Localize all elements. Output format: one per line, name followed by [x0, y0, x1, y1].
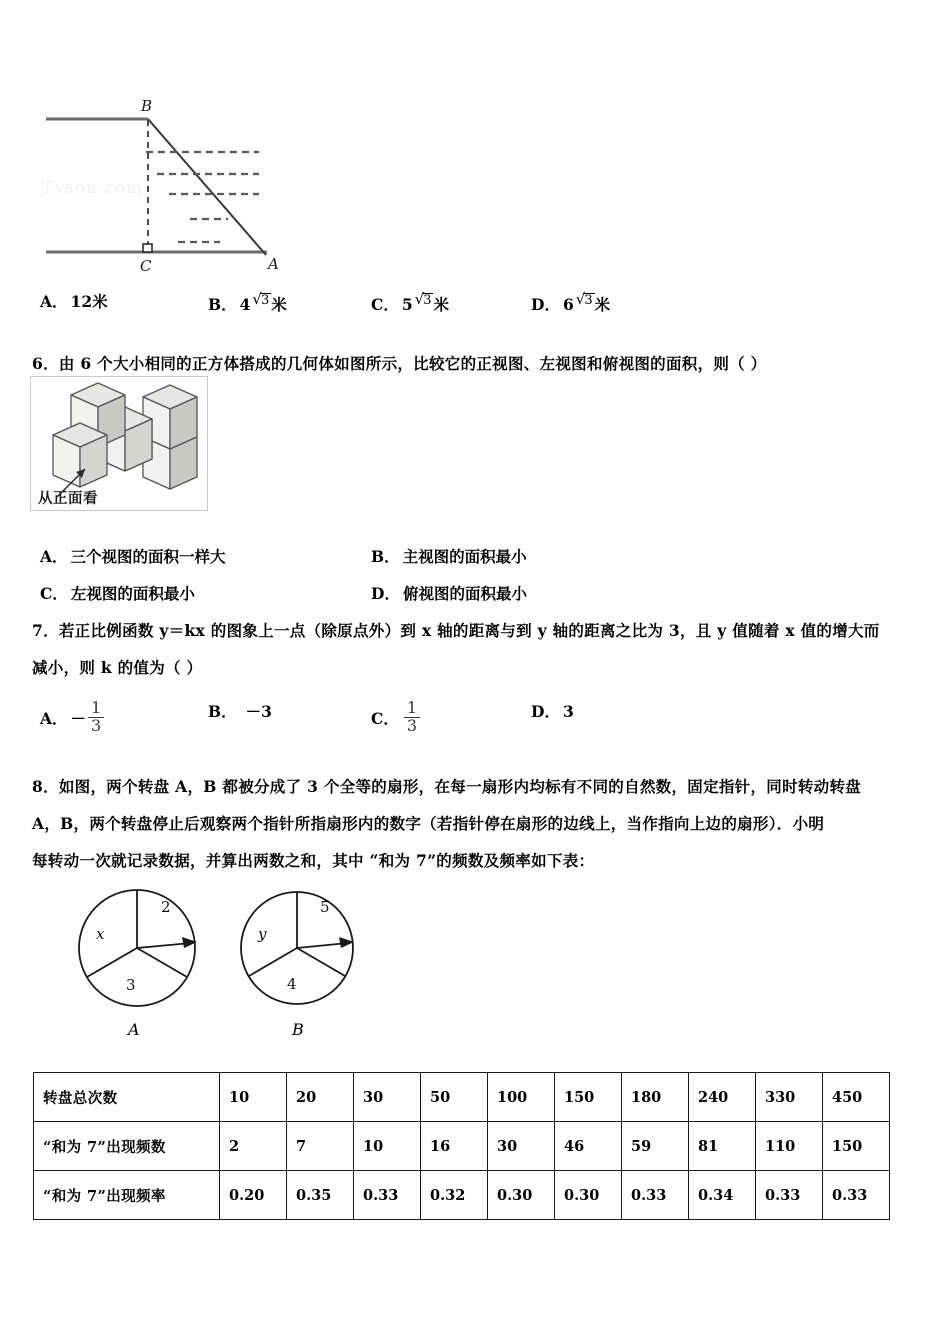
table-row-totals	[34, 1073, 890, 1122]
cell-rate-7: 0.34	[689, 1171, 756, 1220]
spinner-b-sector-y: y	[258, 925, 267, 943]
q6-option-a-label: A．	[40, 547, 68, 566]
q7-option-c[interactable]	[371, 700, 422, 735]
question-7-line-1: 7．若正比例函数 y＝kx 的图象上一点（除原点外）到 x 轴的距离与到 y 轴的距离之比为 3，且 y 值随着 x 值的增大而	[32, 621, 880, 640]
cell-freq-5: 46	[555, 1122, 622, 1171]
row-header-total: 转盘总次数	[34, 1073, 220, 1122]
q7-option-d-value: 3	[562, 702, 574, 721]
cell-freq-0: 2	[220, 1122, 287, 1171]
q5-option-c-unit: 米	[433, 295, 449, 314]
q5-option-d-radicand: 3	[584, 293, 593, 308]
q5-option-c[interactable]	[371, 290, 449, 315]
q6-option-d-label: D．	[371, 584, 400, 603]
cell-total-4: 100	[488, 1073, 555, 1122]
right-triangle-figure	[30, 90, 330, 280]
sqrt-icon: √3	[575, 290, 593, 308]
sqrt-icon: √3	[414, 290, 432, 308]
q6-option-c-label: C．	[40, 584, 68, 603]
spinner-a-sector-2: 2	[161, 898, 171, 916]
row-header-frequency: “和为 7”出现频数	[34, 1122, 220, 1171]
cell-rate-3: 0.32	[421, 1171, 488, 1220]
q5-option-a-label: A．	[40, 292, 68, 311]
question-7-line-2: 减小，则 k 的值为（ ）	[32, 658, 203, 677]
table-row-frequency	[34, 1122, 890, 1171]
sqrt-icon: √3	[252, 290, 270, 308]
q5-option-a-value: 12	[70, 292, 93, 311]
cell-total-5: 150	[555, 1073, 622, 1122]
q6-option-a[interactable]	[40, 545, 226, 567]
q7-option-a[interactable]	[40, 700, 106, 735]
cell-freq-9: 150	[823, 1122, 890, 1171]
q5-option-d-value: 6	[562, 295, 574, 314]
cell-total-0: 10	[220, 1073, 287, 1122]
cell-rate-8: 0.33	[756, 1171, 823, 1220]
q7-option-b-label: B．	[208, 702, 237, 721]
cell-total-1: 20	[287, 1073, 354, 1122]
cell-rate-5: 0.30	[555, 1171, 622, 1220]
cell-total-7: 240	[689, 1073, 756, 1122]
watermark-text: Tyson.com	[42, 178, 144, 198]
spinners-svg	[60, 872, 420, 1052]
q5-option-c-value: 5	[401, 295, 413, 314]
cell-rate-6: 0.33	[622, 1171, 689, 1220]
vertex-label-c: C	[140, 257, 152, 275]
fraction-icon	[404, 700, 420, 735]
question-8-line-3: 每转动一次就记录数据，并算出两数之和，其中 “和为 7”的频数及频率如下表：	[32, 851, 595, 870]
spinner-figures	[60, 872, 420, 1052]
q7-option-d-label: D．	[531, 702, 560, 721]
table-row-rate	[34, 1171, 890, 1220]
q6-option-a-text: 三个视图的面积一样大	[70, 547, 226, 566]
q7-option-a-sign: －	[70, 708, 87, 728]
q6-option-c[interactable]	[40, 582, 195, 604]
spinner-a	[79, 890, 197, 1006]
q6-option-c-text: 左视图的面积最小	[70, 584, 195, 603]
cell-freq-2: 10	[354, 1122, 421, 1171]
spinner-a-sector-3: 3	[126, 976, 136, 994]
q7-option-c-denominator: 3	[404, 717, 420, 735]
q5-option-c-label: C．	[371, 295, 399, 314]
q5-option-a-unit: 米	[92, 292, 108, 311]
q5-option-d-label: D．	[531, 295, 560, 314]
q6-option-d[interactable]	[371, 582, 527, 604]
q7-option-c-numerator: 1	[406, 698, 418, 717]
question-6-text: 6．由 6 个大小相同的正方体搭成的几何体如图所示，比较它的正视图、左视图和俯视图的面积，则（ ）	[32, 354, 767, 373]
cubes-caption: 从正面看	[38, 491, 98, 507]
cell-rate-1: 0.35	[287, 1171, 354, 1220]
fraction-icon	[88, 700, 104, 735]
q6-option-d-text: 俯视图的面积最小	[402, 584, 527, 603]
q6-option-b[interactable]	[371, 545, 527, 567]
q5-option-c-radicand: 3	[423, 293, 432, 308]
vertex-label-a: A	[268, 255, 279, 273]
q7-option-b-value: －3	[245, 702, 272, 721]
vertex-label-b: B	[141, 97, 153, 115]
cell-freq-3: 16	[421, 1122, 488, 1171]
cell-freq-8: 110	[756, 1122, 823, 1171]
q5-option-d-unit: 米	[594, 295, 611, 314]
q6-option-b-text: 主视图的面积最小	[402, 547, 527, 566]
spinner-a-sector-x: x	[96, 925, 105, 943]
cell-freq-6: 59	[622, 1122, 689, 1171]
spinner-a-label: A	[128, 1020, 140, 1039]
q7-option-a-numerator: 1	[91, 698, 102, 717]
spinner-b-label: B	[292, 1020, 304, 1039]
cell-rate-2: 0.33	[354, 1171, 421, 1220]
frequency-table	[33, 1072, 890, 1220]
cell-freq-1: 7	[287, 1122, 354, 1171]
cell-total-2: 30	[354, 1073, 421, 1122]
spinner-b-sector-4: 4	[287, 975, 297, 993]
spinner-b	[241, 892, 354, 1004]
q5-option-b-unit: 米	[271, 295, 287, 314]
q7-option-a-denominator: 3	[88, 717, 104, 735]
cell-total-3: 50	[421, 1073, 488, 1122]
q5-option-b-radicand: 3	[260, 293, 270, 308]
six-cubes-figure	[30, 376, 208, 511]
q7-option-c-label: C．	[371, 708, 399, 728]
question-8-line-1: 8．如图，两个转盘 A，B 都被分成了 3 个全等的扇形，在每一扇形内均标有不同的自然数，固定指针，同时转动转盘	[32, 777, 862, 796]
q5-option-b-label: B．	[208, 295, 237, 314]
cell-total-6: 180	[622, 1073, 689, 1122]
cell-total-9: 450	[823, 1073, 890, 1122]
q5-option-d[interactable]	[531, 290, 610, 315]
row-header-rate: “和为 7”出现频率	[34, 1171, 220, 1220]
cell-freq-7: 81	[689, 1122, 756, 1171]
cell-rate-4: 0.30	[488, 1171, 555, 1220]
cell-rate-9: 0.33	[823, 1171, 890, 1220]
spinner-b-sector-5: 5	[320, 898, 330, 916]
q7-option-d[interactable]	[531, 700, 574, 722]
q5-option-a[interactable]	[40, 290, 108, 312]
cell-total-8: 330	[756, 1073, 823, 1122]
q5-option-b[interactable]	[208, 290, 287, 315]
q7-option-b[interactable]	[208, 700, 272, 722]
cell-rate-0: 0.20	[220, 1171, 287, 1220]
q7-option-a-label: A．	[40, 708, 68, 728]
q6-option-b-label: B．	[371, 547, 400, 566]
question-8-line-2: A，B，两个转盘停止后观察两个指针所指扇形内的数字（若指针停在扇形的边线上，当作指向上边的扇形）．小明	[32, 814, 825, 833]
q5-option-b-value: 4	[239, 295, 251, 314]
cell-freq-4: 30	[488, 1122, 555, 1171]
